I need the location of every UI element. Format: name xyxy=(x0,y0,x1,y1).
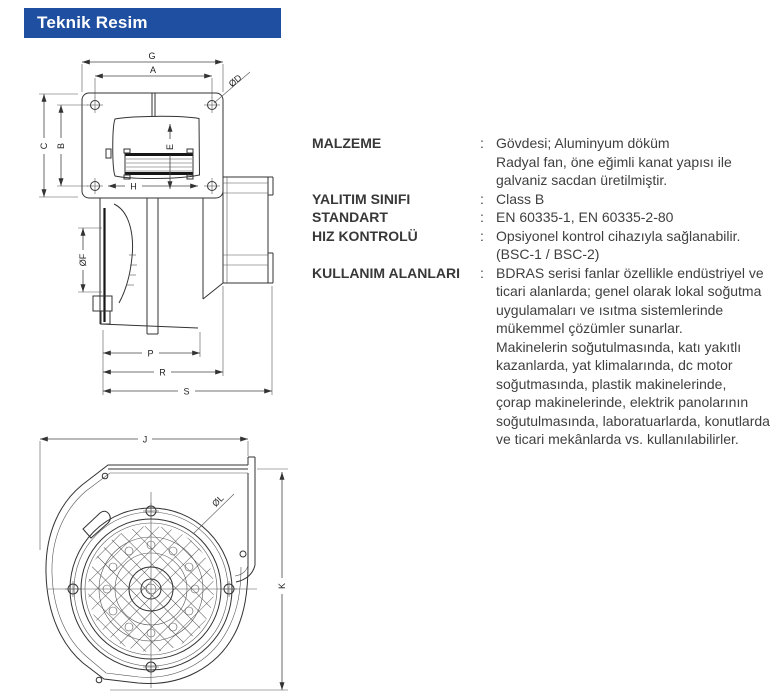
dim-grille-diameter xyxy=(193,493,234,534)
spec-value xyxy=(490,190,782,209)
dim-label-r: R xyxy=(159,367,166,378)
spec-label: STANDART xyxy=(312,209,388,225)
spec-colon: : xyxy=(480,190,484,207)
spec-row-hiz-kontrolu xyxy=(312,227,782,264)
spec-line: uygulamaları ve ısıtma sistemlerinde xyxy=(496,301,724,318)
dim-p-r-s xyxy=(103,286,272,397)
dim-label-b: B xyxy=(56,142,66,150)
dim-label-d: ØD xyxy=(226,72,244,89)
spec-line: (BSC-1 / BSC-2) xyxy=(496,246,600,262)
spec-line: çorap makinelerinde, elektrik panolarının xyxy=(496,394,749,410)
dim-label-s: S xyxy=(183,386,190,397)
spec-label: MALZEME xyxy=(312,135,382,151)
technical-drawing-grille-view xyxy=(20,432,310,700)
dim-label-p: P xyxy=(147,348,154,359)
dim-label-j: J xyxy=(142,434,148,445)
housing-side-view xyxy=(93,198,223,334)
spec-label: KULLANIM ALANLARI xyxy=(312,264,461,281)
dim-hole-diameter xyxy=(214,72,250,103)
dim-label-k: K xyxy=(277,582,287,590)
spec-line: soğutmasında, plastik makinelerinde, xyxy=(496,375,727,392)
spec-line: EN 60335-1, EN 60335-2-80 xyxy=(496,209,674,225)
dim-label-c: C xyxy=(39,142,49,150)
spec-value xyxy=(490,227,782,264)
spec-line: kazanlarda, yat klimalarında, dc motor xyxy=(496,357,733,373)
spec-line: galvaniz sacdan üretilmiştir. xyxy=(496,172,668,188)
spec-list xyxy=(312,134,782,449)
spec-colon: : xyxy=(480,264,484,281)
spec-row-kullanim-alanlari xyxy=(312,264,782,449)
dim-b xyxy=(56,105,88,186)
spec-row-malzeme xyxy=(312,134,782,190)
spec-value xyxy=(490,134,782,190)
spec-line: ticari alanlarda; genel olarak lokal soğutma xyxy=(496,283,762,299)
dim-label-g: G xyxy=(148,51,156,61)
spec-value xyxy=(490,264,782,449)
spec-colon: : xyxy=(480,227,484,244)
spec-line: Radyal fan, öne eğimli kanat yapısı ile xyxy=(496,153,732,170)
dim-label-l: ØL xyxy=(210,493,226,509)
dim-f xyxy=(78,228,102,292)
grille xyxy=(65,503,237,675)
technical-drawing-front-side xyxy=(30,50,320,420)
spec-line: ve ticari mekânlarda vs. kullanılabilirler. xyxy=(496,431,739,447)
spec-line: Class B xyxy=(496,190,545,207)
spec-line: soğutulmasında, laboratuarlarda, konutlarda xyxy=(496,412,770,429)
page-title: Teknik Resim xyxy=(37,13,148,32)
spec-colon: : xyxy=(480,135,484,151)
outlet-flange-side xyxy=(223,177,273,283)
spec-row-standart xyxy=(312,208,782,227)
dim-h xyxy=(108,182,198,192)
dim-e xyxy=(165,124,175,189)
spec-line: mükemmel çözümler sunarlar. xyxy=(496,320,683,336)
spec-label: YALITIM SINIFI xyxy=(312,190,411,207)
page-header xyxy=(24,8,281,38)
dim-label-f: ØF xyxy=(78,253,88,267)
spec-row-yalitim-sinifi xyxy=(312,190,782,209)
dim-label-a: A xyxy=(149,65,157,75)
spec-line: Makinelerin soğutulmasında, katı yakıtlı xyxy=(496,338,742,355)
dim-label-e: E xyxy=(165,143,175,151)
spec-label: HIZ KONTROLÜ xyxy=(312,227,418,244)
spec-colon: : xyxy=(480,209,484,225)
spec-line: Gövdesi; Aluminyum döküm xyxy=(496,135,670,151)
spec-line: BDRAS serisi fanlar özellikle endüstriyel ve xyxy=(496,264,764,281)
spec-value xyxy=(490,208,782,227)
spec-line: Opsiyonel kontrol cihazıyla sağlanabilir. xyxy=(496,227,741,244)
dim-label-h: H xyxy=(130,181,137,192)
housing-top-view xyxy=(106,93,200,179)
